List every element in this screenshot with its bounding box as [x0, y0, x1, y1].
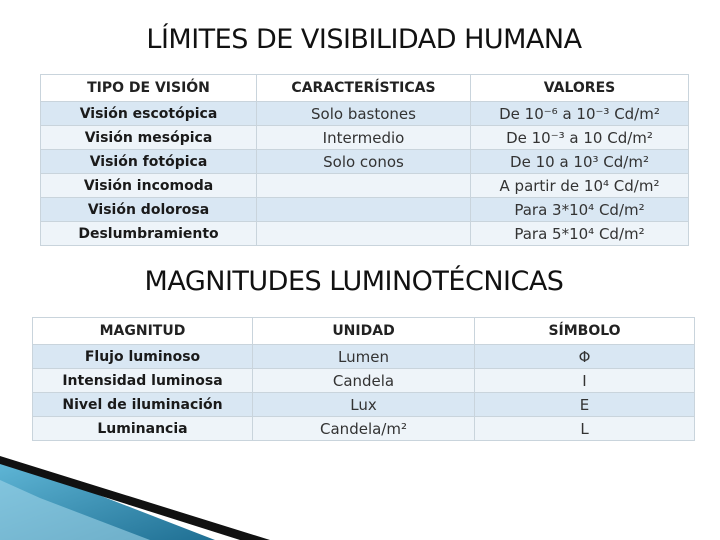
values-cell: Para 3*10⁴ Cd/m² [471, 198, 689, 222]
magnitude-cell: Flujo luminoso [33, 345, 253, 369]
table-row [33, 417, 695, 441]
table-row [41, 222, 689, 246]
column-header: VALORES [471, 75, 689, 102]
symbol-cell: E [475, 393, 695, 417]
unit-cell: Candela/m² [253, 417, 475, 441]
table-row [41, 198, 689, 222]
characteristics-cell: Solo conos [257, 150, 471, 174]
table-row [33, 369, 695, 393]
symbol-cell: I [475, 369, 695, 393]
column-header: UNIDAD [253, 318, 475, 345]
unit-cell: Candela [253, 369, 475, 393]
table-header-row [33, 318, 695, 345]
characteristics-cell: Intermedio [257, 126, 471, 150]
table-row [33, 393, 695, 417]
values-cell: A partir de 10⁴ Cd/m² [471, 174, 689, 198]
characteristics-cell [257, 198, 471, 222]
values-cell: De 10⁻⁶ a 10⁻³ Cd/m² [471, 102, 689, 126]
table-row [41, 150, 689, 174]
decorative-corner-swoosh [0, 450, 280, 540]
table-row [33, 345, 695, 369]
vision-type-cell: Visión fotópica [41, 150, 257, 174]
values-cell: Para 5*10⁴ Cd/m² [471, 222, 689, 246]
vision-type-cell: Visión escotópica [41, 102, 257, 126]
table-row [41, 174, 689, 198]
column-header: SÍMBOLO [475, 318, 695, 345]
magnitude-cell: Nivel de iluminación [33, 393, 253, 417]
unit-cell: Lux [253, 393, 475, 417]
vision-type-cell: Visión dolorosa [41, 198, 257, 222]
table-row [41, 102, 689, 126]
values-cell: De 10⁻³ a 10 Cd/m² [471, 126, 689, 150]
table-row [41, 126, 689, 150]
column-header: CARACTERÍSTICAS [257, 75, 471, 102]
characteristics-cell [257, 222, 471, 246]
vision-type-cell: Visión mesópica [41, 126, 257, 150]
unit-cell: Lumen [253, 345, 475, 369]
table-header-row [41, 75, 689, 102]
symbol-cell: Φ [475, 345, 695, 369]
column-header: TIPO DE VISIÓN [41, 75, 257, 102]
characteristics-cell: Solo bastones [257, 102, 471, 126]
vision-type-cell: Visión incomoda [41, 174, 257, 198]
symbol-cell: L [475, 417, 695, 441]
vision-type-cell: Deslumbramiento [41, 222, 257, 246]
characteristics-cell [257, 174, 471, 198]
column-header: MAGNITUD [33, 318, 253, 345]
lighting-magnitudes-table [32, 317, 695, 441]
values-cell: De 10 a 10³ Cd/m² [471, 150, 689, 174]
section-title-visibility: LÍMITES DE VISIBILIDAD HUMANA [146, 24, 582, 55]
section-title-magnitudes: MAGNITUDES LUMINOTÉCNICAS [144, 266, 564, 297]
magnitude-cell: Intensidad luminosa [33, 369, 253, 393]
magnitude-cell: Luminancia [33, 417, 253, 441]
visibility-limits-table [40, 74, 689, 246]
